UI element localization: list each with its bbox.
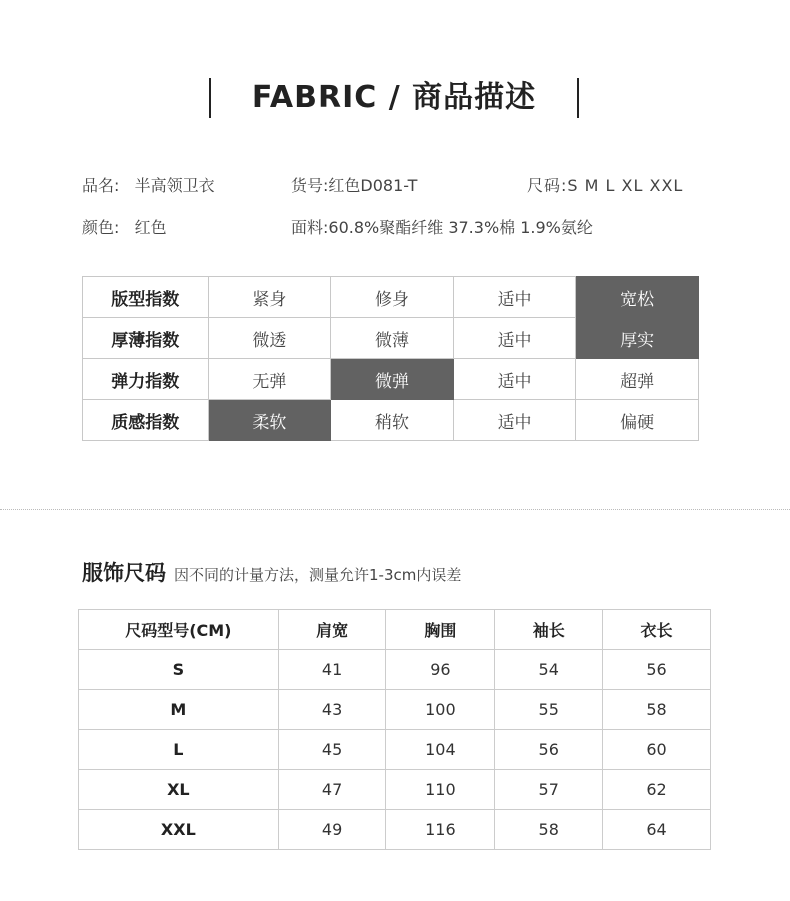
size-chart-header-row <box>79 610 711 650</box>
product-sku <box>291 176 417 196</box>
product-name-label: 品名: <box>82 176 120 195</box>
section-divider <box>0 509 790 510</box>
product-fabric <box>291 218 593 238</box>
fabric-option: 偏硬 <box>576 400 699 441</box>
product-size-label: 尺码: <box>527 176 568 195</box>
size-chart-row <box>79 730 711 770</box>
size-value-cell: 58 <box>495 810 603 850</box>
product-color-label: 颜色: <box>82 218 120 237</box>
product-name <box>82 176 215 196</box>
fabric-option: 稍软 <box>331 400 454 441</box>
size-value-cell: 58 <box>603 690 711 730</box>
size-value-cell: 47 <box>278 770 386 810</box>
product-fabric-label: 面料: <box>291 218 329 237</box>
size-chart-header-cell: 尺码型号(CM) <box>79 610 279 650</box>
header-right-bar <box>577 78 579 118</box>
size-value-cell: 55 <box>495 690 603 730</box>
fabric-option: 超弹 <box>576 359 699 400</box>
size-label-cell: L <box>79 730 279 770</box>
size-chart-row <box>79 690 711 730</box>
product-sku-value: 红色D081-T <box>328 176 418 195</box>
fabric-index-row <box>83 359 699 400</box>
size-chart-header-cell: 肩宽 <box>278 610 386 650</box>
size-value-cell: 104 <box>386 730 495 770</box>
size-value-cell: 110 <box>386 770 495 810</box>
fabric-option: 微薄 <box>331 318 454 359</box>
size-value-cell: 96 <box>386 650 495 690</box>
product-color <box>82 218 167 238</box>
product-sku-label: 货号: <box>291 176 329 195</box>
fabric-option: 无弹 <box>208 359 331 400</box>
fabric-option-selected: 宽松 <box>576 277 699 318</box>
size-chart-table <box>78 609 711 850</box>
fabric-option: 微透 <box>208 318 331 359</box>
size-value-cell: 60 <box>603 730 711 770</box>
size-value-cell: 100 <box>386 690 495 730</box>
size-value-cell: 57 <box>495 770 603 810</box>
size-label-cell: XL <box>79 770 279 810</box>
size-chart-header-cell: 袖长 <box>495 610 603 650</box>
size-value-cell: 43 <box>278 690 386 730</box>
size-value-cell: 45 <box>278 730 386 770</box>
fabric-option-selected: 柔软 <box>208 400 331 441</box>
size-chart-row <box>79 650 711 690</box>
size-chart-header-cell: 衣长 <box>603 610 711 650</box>
fabric-index-label: 厚薄指数 <box>83 318 209 359</box>
fabric-index-row <box>83 318 699 359</box>
fabric-option: 适中 <box>453 318 576 359</box>
size-value-cell: 62 <box>603 770 711 810</box>
fabric-option: 紧身 <box>208 277 331 318</box>
fabric-index-label: 弹力指数 <box>83 359 209 400</box>
fabric-index-row <box>83 400 699 441</box>
product-name-value: 半高领卫衣 <box>134 176 215 195</box>
size-title: 服饰尺码 <box>82 561 166 585</box>
page-title: FABRIC / 商品描述 <box>251 80 537 115</box>
fabric-option-selected: 厚实 <box>576 318 699 359</box>
size-value-cell: 41 <box>278 650 386 690</box>
size-value-cell: 56 <box>495 730 603 770</box>
size-value-cell: 64 <box>603 810 711 850</box>
fabric-index-label: 版型指数 <box>83 277 209 318</box>
size-value-cell: 54 <box>495 650 603 690</box>
size-label-cell: S <box>79 650 279 690</box>
size-label-cell: XXL <box>79 810 279 850</box>
size-value-cell: 56 <box>603 650 711 690</box>
fabric-option: 适中 <box>453 359 576 400</box>
size-section-title <box>82 557 461 587</box>
section-header <box>0 78 790 118</box>
size-value-cell: 116 <box>386 810 495 850</box>
size-chart-header-cell: 胸围 <box>386 610 495 650</box>
product-fabric-value: 60.8%聚酯纤维 37.3%棉 1.9%氨纶 <box>328 218 593 237</box>
product-color-value: 红色 <box>134 218 167 237</box>
fabric-option: 适中 <box>453 400 576 441</box>
fabric-index-label: 质感指数 <box>83 400 209 441</box>
size-chart-row <box>79 810 711 850</box>
fabric-option-selected: 微弹 <box>331 359 454 400</box>
fabric-index-table <box>82 276 699 441</box>
size-chart-row <box>79 770 711 810</box>
size-value-cell: 49 <box>278 810 386 850</box>
size-note: 因不同的计量方法，测量允许1-3cm内误差 <box>174 566 462 584</box>
size-label-cell: M <box>79 690 279 730</box>
product-size-value: S M L XL XXL <box>567 176 684 195</box>
fabric-index-row <box>83 277 699 318</box>
fabric-option: 适中 <box>453 277 576 318</box>
product-size <box>527 176 683 196</box>
fabric-option: 修身 <box>331 277 454 318</box>
